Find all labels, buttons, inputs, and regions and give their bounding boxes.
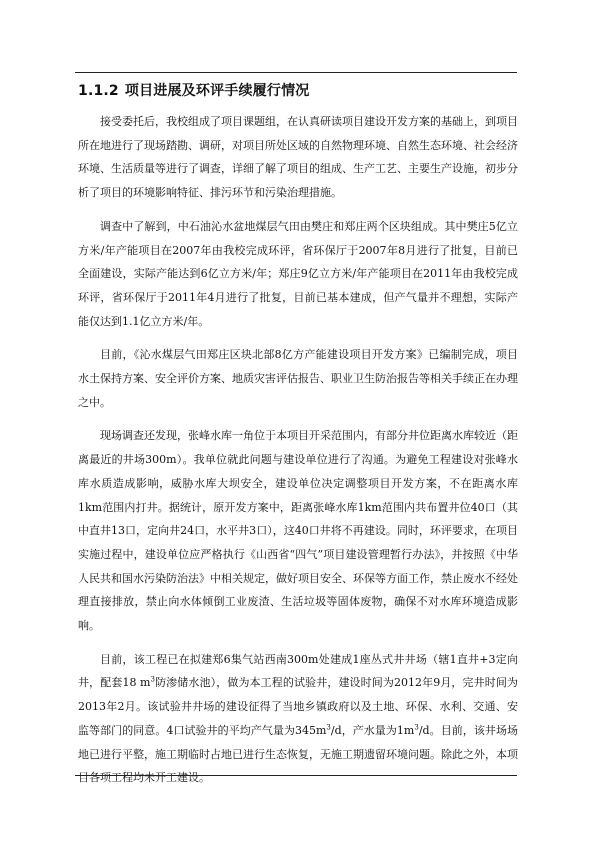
paragraph-commission: 接受委托后，我校组成了项目课题组，在认真研读项目建设开发方案的基础上，到项目所在地进行了现场踏勘、调研，对项目所处区域的自然物理环境、自然生态环境、社会经济环境、生活质量等进行了调查，详细了解了项目的组成、生产工艺、主要生产设施，初步分析了项目的环境影响特征、排污环节和污染治理措施。: [78, 115, 518, 200]
test-well-text-2: 防渗储水池），做为本工程的试验井，建设时间为2012年9月，完井时间为2013年2月。该试验井井场的建设征得了当地乡镇政府以及土地、环保、水利、交通、安监等部门的同意。4口试验井的平均产气量为345m: [78, 676, 518, 737]
document-body: [78, 110, 518, 800]
superscript-cubic-3: 3: [414, 723, 419, 732]
superscript-cubic-2: 3: [326, 723, 331, 732]
test-well-text-3: /d，产水量为1m: [330, 723, 415, 737]
superscript-cubic-1: 3: [150, 675, 155, 684]
footer-rule: [75, 775, 517, 776]
section-heading: [78, 80, 309, 100]
header-rule: [75, 72, 517, 73]
paragraph-reservoir: 现场调查还发现，张峰水库一角位于本项目开采范围内，有部分井位距离水库较近（距离最近的井场300m）。我单位就此问题与建设单位进行了沟通。为避免工程建设对张峰水库水质造成影响，威胁水库大坝安全，建设单位决定调整项目开发方案，不在距离水库1km范围内打井。据统计，原开发方案中，距离张峰水库1km范围内共布置井位40口（其中直井13口，定向井24口，水平井3口），这40口井将不再建设。同时，环评要求，在项目实施过程中，建设单位应严格执行《山西省“四气”项目建设管理暂行办法》，并按照《中华人民共和国水污染防治法》中相关规定，做好项目安全、环保等方面工作，禁止废水不经处理直接排放，禁止向水体倾倒工业废渣、生活垃圾等固体废物，确保不对水库环境造成影响。: [78, 429, 518, 633]
test-well-text-4: /d。目前，该井场场地已进行平整，施工期临时占地已进行生态恢复，无施工期遗留环境问题。除此之外，本项目各项工程均未开工建设。: [78, 723, 518, 785]
paragraph-investigation: 调查中了解到，中石油沁水盆地煤层气田由樊庄和郑庄两个区块组成。其中樊庄5亿立方米/年产能项目在2007年由我校完成环评，省环保厅于2007年8月进行了批复，目前已全面建设，实际产能达到6亿立方米/年；郑庄9亿立方米/年产能项目在2011年由我校完成环评，省环保厅于2011年4月进行了批复，目前已基本建成，但产气量并不理想，实际产能仅达到1.1亿立方米/年。: [78, 219, 518, 328]
section-title: 项目进展及环评手续履行情况: [124, 83, 310, 99]
paragraph-development-plan: 目前，《沁水煤层气田郑庄区块北部8亿方产能建设项目开发方案》已编制完成，项目水土保持方案、安全评价方案、地质灾害评估报告、职业卫生防治报告等相关手续正在办理之中。: [78, 348, 518, 409]
section-number: 1.1.2: [78, 83, 119, 99]
test-well-text-1: 目前，该工程已在拟建郑6集气站西南300m处建成1座丛式井井场（辖1直井+3定向井，配套18 m: [78, 652, 518, 690]
paragraph-test-well: [78, 648, 518, 790]
